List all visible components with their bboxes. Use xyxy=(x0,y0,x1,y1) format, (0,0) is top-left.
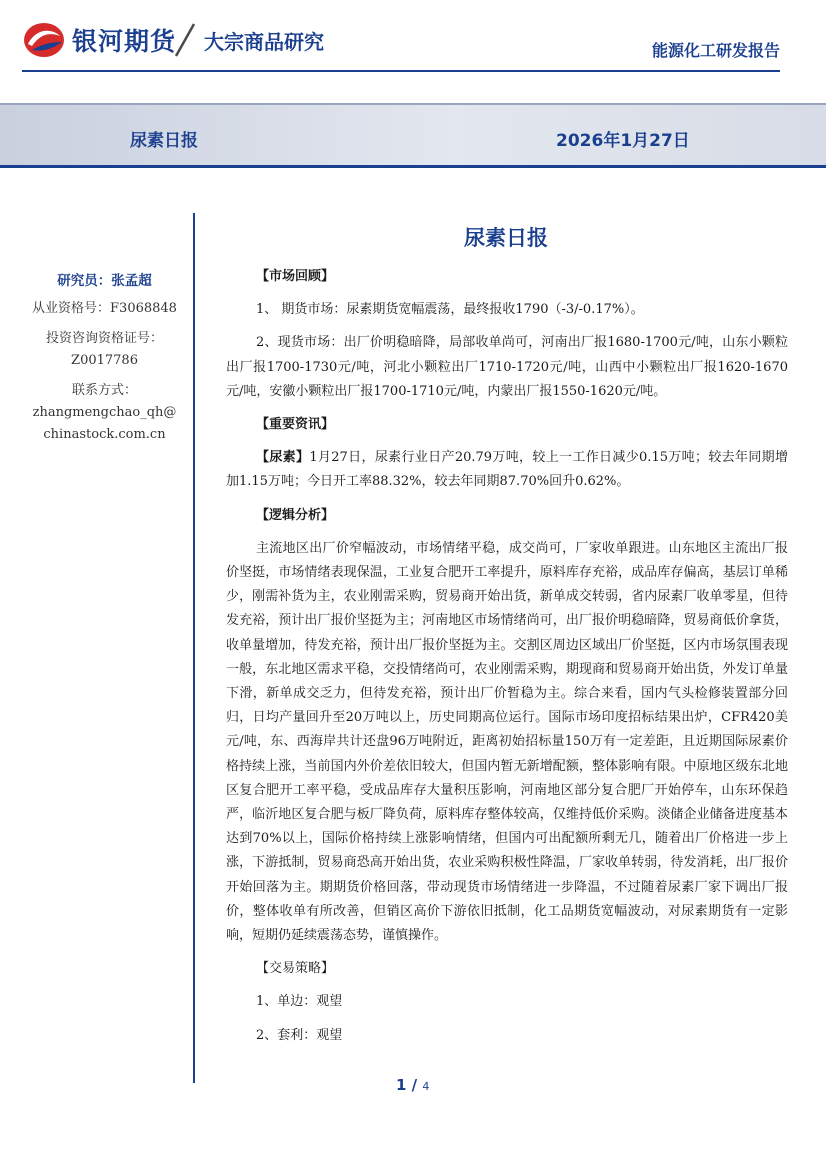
total-pages: 4 xyxy=(422,1080,430,1093)
news-lead-tag: 【尿素】 xyxy=(256,450,310,466)
strategy-arbitrage: 2、套利：观望 xyxy=(256,1027,343,1043)
department-name: 能源化工研发报告 xyxy=(651,41,780,60)
analyst-info xyxy=(22,270,187,446)
analysis-paragraph: 主流地区出厂价窄幅波动，市场情绪平稳，成交尚可，厂家收单跟进。山东地区主流出厂报价坚挺，市场情绪表现保温，工业复合肥开工率提升，原料库存充裕，成品库存偏高，基层订单稀少，刚需补货为主，农业刚需采购，贸易商开始出货，新单成交转弱，省内尿素厂收单零星，但待发充裕，预计出厂报价坚挺为主；河南地区市场情绪尚可，出厂报价明稳暗降，贸易商低价拿货，收单量增加，待发充裕，预计出厂报价坚挺为主。交割区周边区域出厂价坚挺，区内市场氛围表现一般，东北地区需求平稳，交投情绪尚可，农业刚需采购，期现商和贸易商开始出货，外发订单量下滑，新单成交乏力，但待发充裕，预计出厂价暂稳为主。综合来看，国内气头检修装置部分回归，日均产量回升至20万吨以上，历史同期高位运行。国际市场印度招标结果出炉，CFR420美元/吨，东、西海岸共计还盘96万吨附近，距离初始招标量150万有一定差距，且近期国际尿素价格持续上涨，当前国内外价差依旧较大，但国内暂无新增配额，整体影响有限。中原地区级东北地区复合肥开工率平稳，受成品库存大量积压影响，河南地区部分复合肥厂开始停车，山东环保趋严，临沂地区复合肥与板厂降负荷，原料库存整体较高，仅维持低价采购。淡储企业储备进度基本达到70%以上，国际价格持续上涨影响情绪，但国内可出配额所剩无几，随着出厂价格进一步上涨，下游抵制，贸易商恐高开始出货，农业采购积极性降温，厂家收单转弱，待发消耗，出厂报价开始回落为主。期期货价格回落，带动现货市场情绪进一步降温，不过随着尿素厂家下调出厂报价，整体收单有所改善，但销区高价下游依旧抵制，化工品期货宽幅波动，对尿素期货有一定影响，短期仍延续震荡态势，谨慎操作。 xyxy=(226,540,788,944)
analysis-heading: 【逻辑分析】 xyxy=(256,507,335,523)
news-heading: 【重要资讯】 xyxy=(256,417,335,433)
email-line-1[interactable]: zhangmengchao_qh@ xyxy=(32,405,177,420)
current-page: 1 xyxy=(396,1076,407,1094)
page-number xyxy=(396,1076,429,1094)
division-name: 大宗商品研究 xyxy=(204,30,324,54)
email-line-2[interactable]: chinastock.com.cn xyxy=(43,427,166,442)
document-title: 尿素日报 xyxy=(464,226,548,250)
report-body xyxy=(226,265,788,1057)
company-logo-icon xyxy=(22,20,66,60)
news-paragraph xyxy=(226,446,788,494)
license-number: 从业资格号：F3068848 xyxy=(32,301,177,316)
contact-label: 联系方式： xyxy=(71,383,137,398)
consult-label: 投资咨询资格证号： xyxy=(45,331,163,346)
futures-market-paragraph: 1、 期货市场：尿素期货宽幅震荡，最终报收1790（-3/-0.17%）。 xyxy=(256,302,644,318)
strategy-single: 1、单边：观望 xyxy=(256,994,343,1010)
divider-slash-icon xyxy=(172,22,198,58)
report-date: 2026年1月27日 xyxy=(556,131,690,151)
consult-number: Z0017786 xyxy=(71,353,138,368)
header-rule xyxy=(22,70,780,72)
spot-market-paragraph: 2、现货市场：出厂价明稳暗降，局部收单尚可，河南出厂报1680-1700元/吨，山东小颗粒出厂报1700-1730元/吨，河北小颗粒出厂1710-1720元/吨，山西中小颗粒出厂报1620-1670元/吨，安徽小颗粒出厂报1700-1710元/吨，内蒙出厂报1550-1620元/吨。 xyxy=(226,335,788,399)
brand-name: 银河期货 xyxy=(72,27,177,56)
news-body: 1月27日，尿素行业日产20.79万吨，较上一工作日减少0.15万吨；较去年同期增加1.15万吨；今日开工率88.32%，较去年同期87.70%回升0.62%。 xyxy=(226,450,788,490)
strategy-heading: 【交易策略】 xyxy=(256,961,335,977)
banner-bottom-border xyxy=(0,165,826,168)
report-banner xyxy=(0,105,826,165)
market-review-heading: 【市场回顾】 xyxy=(256,269,335,284)
page-separator: / xyxy=(411,1076,418,1094)
researcher-name: 研究员：张孟超 xyxy=(57,273,152,289)
column-divider xyxy=(193,213,195,1083)
banner-title: 尿素日报 xyxy=(130,131,198,151)
